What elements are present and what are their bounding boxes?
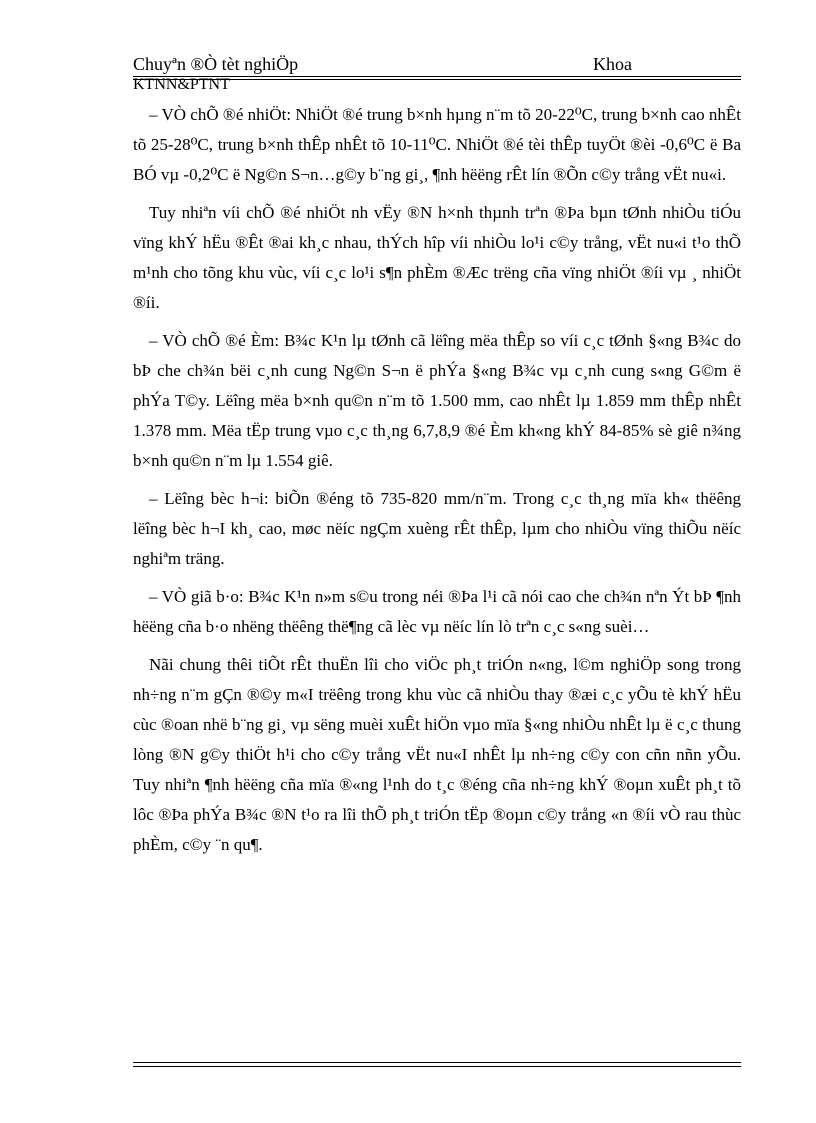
page-header bbox=[133, 52, 741, 92]
paragraph-climate-zones: Tuy nhiªn víi chÕ ®é nhiÖt nh vËy ®N h×nh thµnh trªn ®Þa bµn tØnh nhiÒu tiÓu vïng khÝ hËu ®Êt ®ai kh¸c nhau, thÝch hîp víi nhiÒu lo¹i c©y trång, vËt nu«i t¹o thÕ m¹nh cho tõng khu vùc, víi c¸c lo¹i s¶n phÈm ®Æc trëng cña vïng nhiÖt ®íi vµ ¸ nhiÖt ®íi. bbox=[133, 203, 741, 312]
footer-divider bbox=[133, 1062, 741, 1063]
paragraph-humidity: – VÒ chÕ ®é Èm: B¾c K¹n lµ tØnh cã lëîng mëa thÊp so víi c¸c tØnh §«ng B¾c do bÞ che ch¾n bëi c¸nh cung Ng©n S¬n ë phÝa §«ng B¾c vµ c¸nh cung s«ng G©m ë phÝa T©y. Lëîng mëa b×nh qu©n n¨m tõ 1.500 mm, cao nhÊt lµ 1.859 mm thÊp nhÊt 1.378 mm. Mëa tËp trung vµo c¸c th¸ng 6,7,8,9 ®é Èm kh«ng khÝ 84-85% sè giê n¾ng b×nh qu©n n¨m lµ 1.554 giê. bbox=[133, 331, 741, 470]
header-document-title: Chuyªn ®Ò tèt nghiÖp bbox=[133, 54, 299, 74]
paragraph-storms: – VÒ giã b·o: B¾c K¹n n»m s©u trong néi ®Þa l¹i cã nói cao che ch¾n nªn Ýt bÞ ¶nh hëëng cña b·o nhëng thëêng thë¶ng cã lèc vµ nëíc lín lò trªn c¸c s«ng suèi… bbox=[133, 587, 741, 636]
document-body bbox=[133, 100, 741, 868]
header-faculty-code: KTNN&PTNT bbox=[133, 76, 230, 93]
paragraph-summary: Nãi chung thêi tiÕt rÊt thuËn lîi cho viÖc ph¸t triÓn n«ng, l©m nghiÖp song trong nh÷ng n¨m gÇn ®©y m«I trëêng trong khu vùc cã nhiÒu thay ®æi c¸c yÕu tè khÝ hËu cùc ®oan nhë b¨ng gi¸ vµ sëng muèi xuÊt hiÖn vµo mïa §«ng nhiÒu nhÊt lµ ë c¸c thung lòng ®N g©y thiÖt h¹i cho c©y trång vËt nu«I nhÊt lµ nh÷ng c©y con cñn nñn yÕu. Tuy nhiªn ¶nh hëëng cña mïa ®«ng l¹nh do t¸c ®éng cña nh÷ng khÝ ®oµn xuÊt ph¸t tõ lôc ®Þa phÝa B¾c ®N t¹o ra lîi thÕ ph¸t triÓn tËp ®oµn c©y trång «n ®íi vÒ rau thùc phÈm, c©y ¨n qu¶. bbox=[133, 655, 741, 854]
footer-divider-secondary bbox=[133, 1066, 741, 1067]
paragraph-evaporation: – Lëîng bèc h¬i: biÕn ®éng tõ 735-820 mm/n¨m. Trong c¸c th¸ng mïa kh« thëêng lëîng bèc h¬I kh¸ cao, møc nëíc ngÇm xuèng rÊt thÊp, lµm cho nhiÒu vïng thiÕu nëíc nghiªm träng. bbox=[133, 489, 741, 568]
paragraph-temperature: – VÒ chÕ ®é nhiÖt: NhiÖt ®é trung b×nh hµng n¨m tõ 20-22⁰C, trung b×nh cao nhÊt tõ 25-28⁰C, trung b×nh thÊp nhÊt tõ 10-11⁰C. NhiÖt ®é tèi thÊp tuyÖt ®èi -0,6⁰C ë Ba BÓ vµ -0,2⁰C ë Ng©n S¬n…g©y b¨ng gi¸, ¶nh hëëng rÊt lín ®Õn c©y trång vËt nu«i. bbox=[133, 105, 741, 184]
header-faculty-label: Khoa bbox=[593, 54, 632, 74]
